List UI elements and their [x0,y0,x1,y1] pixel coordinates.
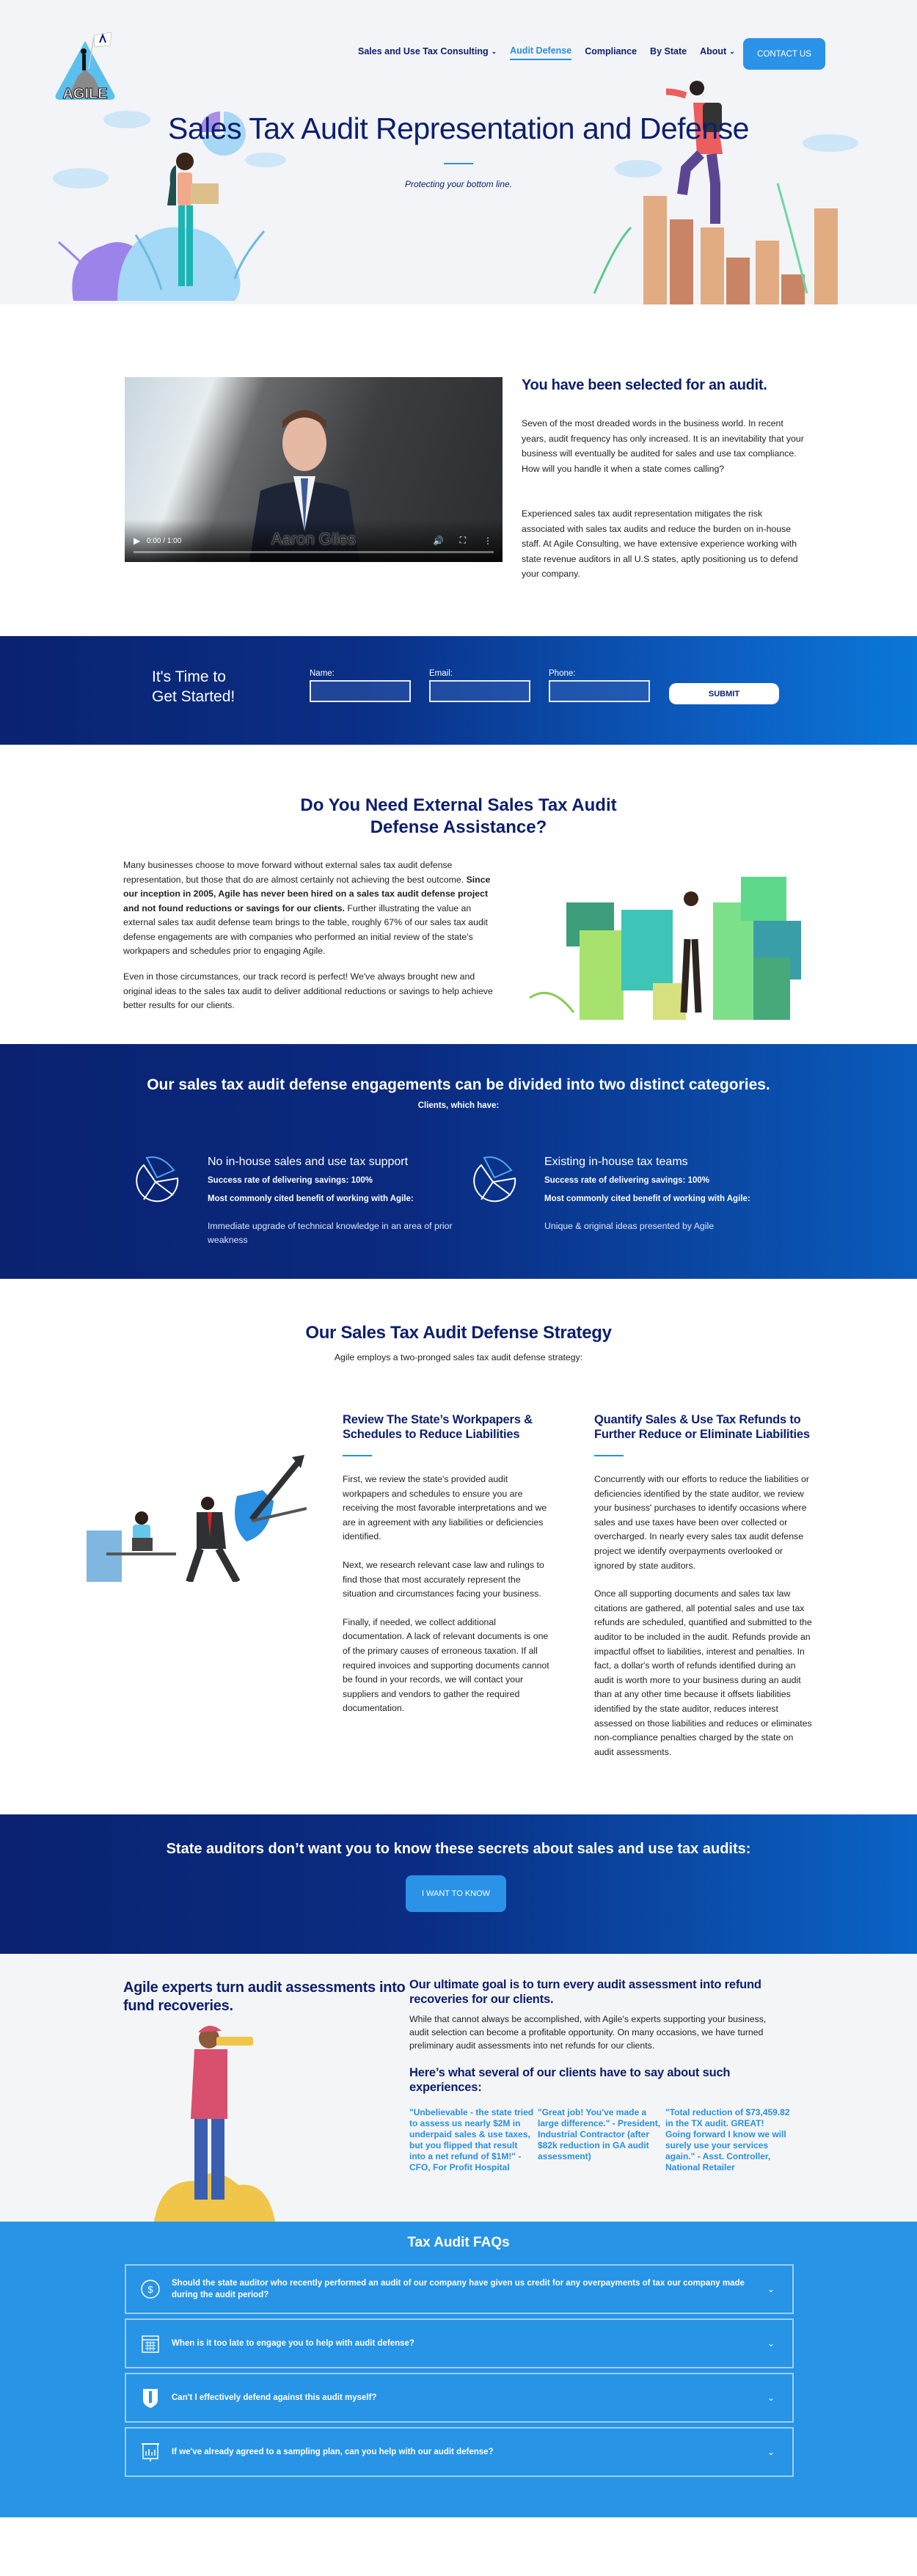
strategy-paragraph: Next, we research relevant case law and rulings to find those that most accurately represent the situation and circumstances facing your business. [343,1559,544,1599]
nav-label: About [700,46,727,56]
faq-section [0,2222,917,2517]
strategy-illustration-shield-defense [87,1453,307,1582]
secrets-section [0,1814,917,1954]
testimonial-quote: "Great job! You've made a large difference." - President, Industrial Contractor (after $82k reduction in GA audit assessment) [538,2107,661,2161]
shield-icon [139,2387,161,2409]
strategy-column-heading: Quantify Sales & Use Tax Refunds to Further Reduce or Eliminate Liabilities [594,1413,810,1441]
nav-item-by-state[interactable] [650,46,687,59]
faq-question: Can't I effectively defend against this audit myself? [172,2393,377,2402]
video-controls [125,519,503,562]
strategy-paragraph: First, we review the state's provided audit workpapers and schedules to ensure you are receiving the most favorable interpretations and we are in agreement with any liabilities or deficiencies identified. [343,1474,547,1542]
strategy-divider [594,1455,624,1456]
strategy-paragraph: Concurrently with our efforts to reduce the liabilities or deficiencies identified by the state auditor, we review your business' purchases to identify occasions where sales and use taxes have been over collected or overcharged. In nearly every sales tax audit defense project we identify overpayments overlooked or ignored by state auditors. [594,1474,809,1571]
category-no-in-house [208,1156,472,1247]
faq-question: Should the state auditor who recently performed an audit of our company have given us credit for any overpayments of tax our company made during the audit period? [172,2279,745,2299]
name-label: Name: [310,669,335,678]
external-paragraph-2: Even in those circumstances, our track record is perfect! We've always brought new and original ideas to the sales tax audit to deliver additional reductions or savings to help achieve better results for our clients. [123,971,493,1010]
categories-title: Our sales tax audit defense engagements can be divided into two distinct categories. [147,1076,770,1093]
chevron-down-icon: ⌄ [767,2284,775,2294]
volume-icon[interactable]: 🔊 [433,536,444,546]
faq-question: If we've already agreed to a sampling plan, can you help with our audit defense? [172,2448,494,2456]
get-started-title-line1: It's Time to [152,668,226,685]
hero-subtitle: Protecting your bottom line. [404,179,513,189]
external-p1-bold: Since our inception in 2005, Agile has never been hired on a sales tax audit defense project and not found reductions or savings for our clients. [123,874,491,913]
chevron-down-icon: ⌄ [767,2447,775,2457]
get-started-section [0,636,917,745]
get-started-title-line2: Get Started! [152,688,235,705]
email-input[interactable] [429,680,530,702]
nav-item-compliance[interactable] [585,46,637,59]
hero-section [0,0,917,304]
name-field-group [310,669,411,702]
faq-item-sampling-plan[interactable] [125,2427,794,2477]
goal-heading: Our ultimate goal is to turn every audit assessment into refund recoveries for our clients. [409,1978,761,2006]
categories-subtitle: Clients, which have: [417,1101,500,1110]
main-nav [358,45,735,60]
presentation-chart-icon [139,2441,161,2463]
intro-paragraph-2: Experienced sales tax audit representation mitigates the risk associated with sales tax audits and reduce the burden on in-house staff. At Agile Consulting, we have extensive experience working with state revenue auditors in all U.S states, aptly positioning us to defend your company. [522,508,798,579]
video-caption-name: Aaron Giles [271,530,356,548]
category-benefit: Immediate upgrade of technical knowledge in an area of prior weakness [208,1221,453,1245]
strategy-subtitle: Agile employs a two-pronged sales tax audit defense strategy: [334,1352,583,1362]
external-paragraph-1 [123,858,505,959]
category-existing-in-house [544,1156,808,1233]
external-illustration-city-documents [522,873,805,1020]
calendar-icon [139,2332,161,2354]
testimonial-quote: "Unbelievable - the state tried to assess us nearly $2M in underpaid sales & use taxes, but you flipped that result into a net refund of $1M!" - CFO, For Profit Hospital [409,2107,534,2172]
nav-label: Audit Defense [510,45,572,56]
strategy-title: Our Sales Tax Audit Defense Strategy [305,1323,612,1343]
faq-item-defend-myself[interactable] [125,2373,794,2423]
hero-divider [444,163,473,164]
strategy-paragraph: Once all supporting documents and sales tax law citations are gathered, all potential sales and use tax refunds are scheduled, quantified and submitted to the auditor to be included in the audit. Refunds provide an impactful offset to liabilities, interest and penalties. In fact, a dollar's worth of refunds identified during an audit is worth more to your business during an audit than at any other time because it offsets liabilities identified by the state auditor, reduces interest assessed on those liabilities and reduces or eliminates non-compliance penalties charged by the state on audit assessments. [594,1588,812,1757]
nav-label: Compliance [585,46,637,56]
intro-section [0,304,917,636]
intro-video-player[interactable] [125,377,503,562]
external-title [0,795,917,839]
pie-chart-icon [134,1154,182,1205]
more-options-icon[interactable]: ⋮ [483,536,492,546]
faq-question: When is it too late to engage you to help with audit defense? [172,2339,414,2348]
phone-field-group [549,669,650,702]
clients-heading: Here’s what several of our clients have to say about such experiences: [409,2066,731,2094]
nav-item-audit-defense[interactable] [510,45,571,60]
category-benefit-label: Most commonly cited benefit of working with Agile: [208,1194,414,1203]
category-heading: Existing in-house tax teams [544,1156,688,1168]
faq-item-too-late[interactable] [125,2318,794,2368]
category-success-rate: Success rate of delivering savings: 100% [544,1176,709,1185]
recoveries-left-heading: Agile experts turn audit assessments into fund recoveries. [123,1980,406,2014]
nav-item-sales-use-tax-consulting[interactable] [358,46,497,59]
chevron-down-icon: ⌄ [767,2338,775,2349]
testimonial-quote: "Total reduction of $73,459.82 in the TX audit. GREAT! Going forward I know we will surely use your services again." - Asst. Controller, National Retailer [665,2107,790,2172]
recoveries-illustration-telescope [154,2016,279,2222]
submit-button[interactable]: SUBMIT [669,683,779,704]
strategy-column-review [343,1412,555,1730]
chevron-down-icon: ⌄ [491,47,497,55]
external-p1-text: Many businesses choose to move forward without external sales tax audit defense representation, but those that do are almost certainly not achieving the best outcome. [123,860,467,885]
category-heading: No in-house sales and use tax support [208,1156,409,1168]
email-field-group [429,669,530,702]
audit-heading: You have been selected for an audit. [522,377,767,393]
name-input[interactable] [310,680,411,702]
nav-item-about[interactable] [700,46,735,59]
strategy-column-heading: Review The State’s Workpapers & Schedules to Reduce Liabilities [343,1413,533,1441]
faq-title: Tax Audit FAQs [407,2235,510,2250]
contact-us-button[interactable]: CONTACT US [743,38,825,70]
goal-paragraph: While that cannot always be accomplished, with Agile's experts supporting your business, audit selection can become a profitable opportunity. On many occasions, we have turned preliminary audit assessments into net refunds for our clients. [409,2014,767,2051]
i-want-to-know-button[interactable]: I WANT TO KNOW [406,1875,506,1912]
strategy-section [0,1279,917,1814]
pie-chart-icon [471,1154,519,1205]
fullscreen-icon[interactable]: ⛶ [459,535,466,545]
recoveries-section [0,1954,917,2222]
phone-input[interactable] [549,680,650,702]
email-label: Email: [429,669,453,678]
faq-item-overpayments-credit[interactable] [125,2264,794,2314]
external-p1-text-end: Further illustrating the value an external sales tax audit defense team brings to the table, roughly 67% of our sales tax audit defense engagements are with companies who performed an initial review of the state's workpapers and schedules prior to engaging Agile. [123,902,488,956]
dollar-circle-icon [139,2278,161,2300]
chevron-down-icon: ⌄ [729,47,735,55]
category-success-rate: Success rate of delivering savings: 100% [208,1176,373,1185]
nav-label: By State [650,46,687,56]
chevron-down-icon: ⌄ [767,2393,775,2403]
intro-paragraph-1: Seven of the most dreaded words in the business world. In recent years, audit frequency has only increased. It is an inevitability that your business will eventually be audited for sales and use tax compliance. How will you handle it when a state comes calling? [522,418,804,474]
strategy-paragraph: Finally, if needed, we collect additional documentation. A lack of relevant documents is one of the primary causes of erroneous taxation. If all required invoices and supporting documents cannot be found in your records, we will contact your suppliers and vendors to gather the required documentation. [343,1616,549,1714]
secrets-title: State auditors don’t want you to know these secrets about sales and use tax audits: [166,1841,751,1857]
phone-label: Phone: [549,669,576,678]
category-benefit: Unique & original ideas presented by Agile [544,1221,715,1231]
hero-title: Sales Tax Audit Representation and Defense [168,112,749,145]
strategy-divider [343,1455,372,1456]
external-assistance-section [0,745,917,1044]
external-title-line2: Defense Assistance? [370,817,547,837]
svg-text:AGILE: AGILE [62,86,108,102]
category-benefit-label: Most commonly cited benefit of working with Agile: [544,1194,750,1203]
categories-section [0,1044,917,1279]
nav-label: Sales and Use Tax Consulting [358,46,489,56]
video-time: 0:00 / 1:00 [147,537,182,545]
external-title-line1: Do You Need External Sales Tax Audit [300,795,617,815]
get-started-title [152,667,235,707]
svg-text:$: $ [147,2284,153,2295]
play-icon[interactable]: ▶ [134,536,141,546]
strategy-column-quantify [594,1412,814,1773]
video-progress-bar[interactable] [134,551,494,553]
